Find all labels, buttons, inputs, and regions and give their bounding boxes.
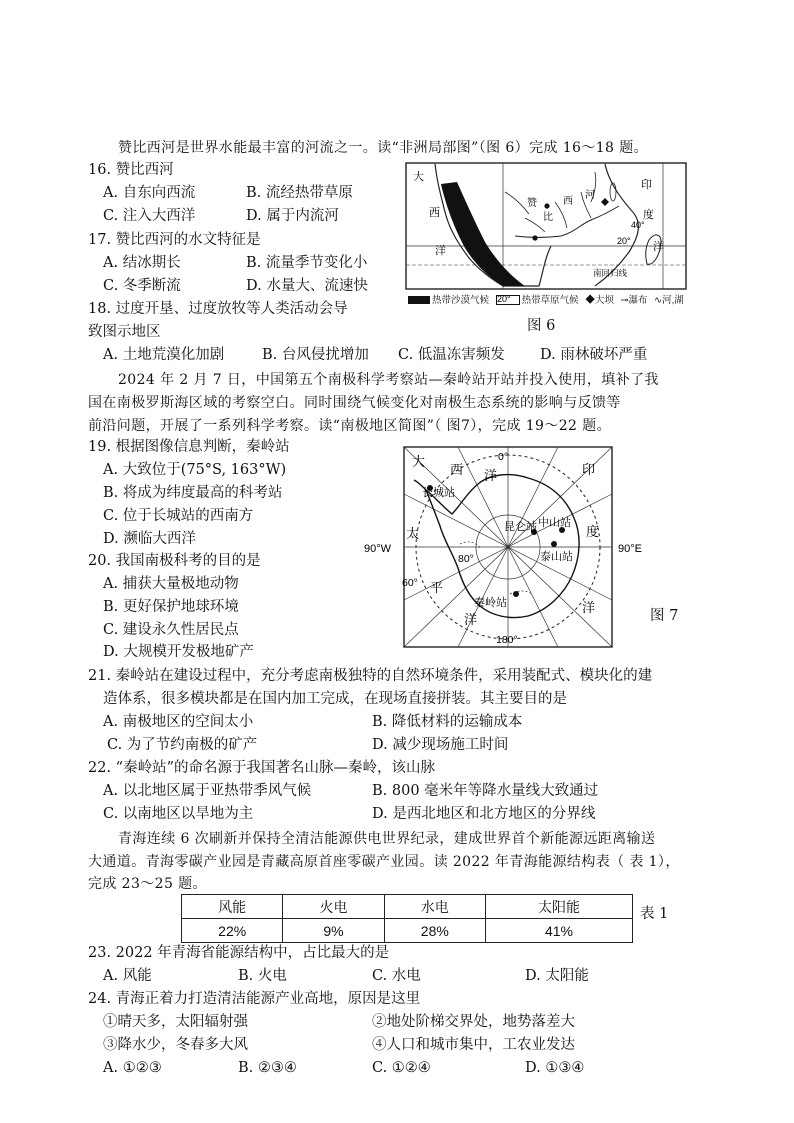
q21-option-c: C. 为了节约南极的矿产 — [107, 737, 258, 753]
table-header-cell: 火电 — [283, 895, 384, 919]
intro-19-22-line1: 2024 年 2 月 7 日，中国第五个南极科学考察站—秦岭站开站并投入使用，填补了我 — [118, 372, 659, 388]
q24-stem: 24. 青海正着力打造清洁能源产业高地，原因是这里 — [88, 991, 421, 1007]
q23-option-c: C. 水电 — [372, 968, 421, 984]
fig6-label-xi: 西 — [429, 206, 440, 219]
q20-option-c: C. 建设永久性居民点 — [103, 622, 239, 638]
figure-7-antarctica-map — [360, 444, 660, 652]
q23-option-a: A. 风能 — [103, 968, 152, 984]
q16-stem: 16. 赞比西河 — [88, 162, 174, 178]
q24-item-3: ③降水少，冬春多大风 — [103, 1037, 248, 1053]
fig7-label-xi: 西 — [450, 463, 464, 478]
q24-item-2: ②地处阶梯交界处，地势落差大 — [372, 1014, 575, 1030]
fig7-label-yang3: 洋 — [464, 613, 478, 628]
fig6-label-yang2: 洋 — [653, 240, 664, 253]
fig6-label-zan: 赞 — [527, 198, 537, 209]
table-cell: 41% — [485, 919, 632, 943]
q23-stem: 23. 2022 年青海省能源结构中，占比最大的是 — [88, 945, 390, 961]
q20-option-d: D. 大规模开发极地矿产 — [103, 644, 254, 660]
q22-option-d: D. 是西北地区和北方地区的分界线 — [372, 806, 596, 822]
q18-option-b: B. 台风侵扰增加 — [262, 347, 369, 363]
q24-option-c: C. ①②④ — [372, 1060, 431, 1076]
q16-option-c: C. 注入大西洋 — [103, 208, 196, 224]
q17-option-d: D. 水量大、流速快 — [246, 278, 368, 294]
table-cell: 9% — [283, 919, 384, 943]
q19-stem: 19. 根据图像信息判断，秦岭站 — [88, 439, 290, 455]
q18-stem-line1: 18. 过度开垦、过度放牧等人类活动会导 — [88, 301, 348, 317]
q22-option-a: A. 以北地区属于亚热带季风气候 — [103, 783, 312, 799]
legend-river-lake: 河,湖 — [662, 295, 684, 306]
fig7-label-yin: 印 — [582, 463, 596, 478]
river-lake-icon: ∿ — [654, 295, 663, 306]
q19-option-b: B. 将成为纬度最高的科考站 — [103, 485, 283, 501]
fig7-label-qinling: 秦岭站 — [474, 596, 507, 609]
table-cell: 22% — [182, 919, 283, 943]
q16-option-a: A. 自东向西流 — [103, 185, 196, 201]
taishan-station-icon — [551, 541, 557, 547]
fig6-label-lon20: 20° — [497, 294, 511, 304]
fig7-label-0deg: 0° — [498, 451, 509, 463]
q24-item-4: ④人口和城市集中，工农业发达 — [372, 1037, 575, 1053]
fig6-label-bi: 比 — [543, 212, 553, 223]
table-header-row — [182, 895, 633, 919]
q17-stem: 17. 赞比西河的水文特征是 — [88, 232, 261, 248]
fig7-label-90w: 90°W — [364, 543, 392, 555]
q22-stem: 22. “秦岭站”的命名源于我国著名山脉—秦岭，该山脉 — [88, 760, 435, 776]
q22-option-c: C. 以南地区以旱地为主 — [103, 806, 254, 822]
intro-19-22-line2: 国在南极罗斯海区域的考察空白。同时围绕气候变化对南极生态系统的影响与反馈等 — [88, 395, 621, 411]
fig6-label-du: 度 — [643, 208, 654, 221]
figure-6-africa-map — [405, 162, 687, 310]
fig7-label-90e: 90°E — [618, 543, 642, 555]
q19-option-d: D. 濒临大西洋 — [103, 531, 196, 547]
q18-stem-line2: 致图示地区 — [88, 324, 161, 340]
waterfall-icon: ⊸ — [620, 295, 629, 306]
table-header-cell: 风能 — [182, 895, 283, 919]
q22-option-b: B. 800 毫米年等降水量线大致通过 — [372, 783, 599, 799]
q18-option-c: C. 低温冻害频发 — [398, 347, 505, 363]
fig6-label-yang: 洋 — [435, 244, 446, 257]
intro-16-18: 赞比西河是世界水能最丰富的河流之一。读“非洲局部图”（图 6）完成 16～18 题。 — [118, 140, 648, 156]
q21-stem-line1: 21. 秦岭站在建设过程中，充分考虑南极独特的自然环境条件，采用装配式、模块化的建 — [88, 668, 653, 684]
q23-option-d: D. 太阳能 — [525, 968, 589, 984]
q21-stem-line2: 造体系，很多模块都是在国内加工完成，在现场直接拼装。其主要目的是 — [103, 691, 567, 707]
q21-option-b: B. 降低材料的运输成本 — [372, 714, 523, 730]
table-header-cell: 水电 — [384, 895, 485, 919]
legend-dam: 大坝 — [594, 295, 614, 306]
q24-item-1: ①晴天多，太阳辐射强 — [103, 1014, 248, 1030]
figure-6-caption: 图 6 — [527, 318, 556, 334]
q23-option-b: B. 火电 — [238, 968, 287, 984]
fig6-label-lon40: 40° — [631, 220, 645, 230]
intro-23-25-line3: 完成 23～25 题。 — [88, 876, 207, 892]
fig7-label-tai: 太 — [406, 527, 420, 542]
q24-option-d: D. ①③④ — [525, 1060, 585, 1076]
q19-option-a: A. 大致位于(75°S, 163°W) — [103, 462, 287, 478]
fig6-label-da: 大 — [413, 170, 424, 183]
q20-stem: 20. 我国南极科考的目的是 — [88, 553, 261, 569]
fig6-label-yin: 印 — [641, 178, 652, 191]
fig6-label-lat20: 20° — [617, 236, 631, 246]
table-1-energy-structure — [181, 894, 633, 943]
q18-option-a: A. 土地荒漠化加剧 — [103, 347, 225, 363]
q20-option-a: A. 捕获大量极地动物 — [103, 576, 239, 592]
q20-option-b: B. 更好保护地球环境 — [103, 599, 239, 615]
qinling-station-icon — [513, 591, 519, 597]
fig6-label-xi2: 西 — [563, 196, 573, 207]
fig6-label-tropic: 南回归线 — [593, 269, 628, 279]
q17-option-c: C. 冬季断流 — [103, 278, 181, 294]
dam-icon: ◆ — [585, 295, 595, 306]
fig7-label-zhongshan: 中山站 — [538, 516, 571, 529]
intro-23-25-line1: 青海连续 6 次刷新并保持全清洁能源供电世界纪录，建成世界首个新能源远距离输送 — [118, 831, 656, 847]
fig7-label-180deg: 180° — [496, 634, 518, 646]
q19-option-c: C. 位于长城站的西南方 — [103, 508, 254, 524]
q21-option-d: D. 减少现场施工时间 — [372, 737, 509, 753]
fig6-label-he: 河 — [585, 190, 595, 201]
intro-19-22-line3: 前沿问题，开展了一系列科学考察。读“南极地区简图”（ 图7），完成 19～22 题。 — [88, 418, 611, 434]
desert-swatch-icon — [408, 296, 430, 304]
fig6-legend — [408, 292, 684, 306]
q17-option-b: B. 流量季节变化小 — [246, 255, 368, 271]
table-row — [182, 919, 633, 943]
fig7-label-80deg: 80° — [458, 553, 474, 565]
fig7-label-changcheng: 长城站 — [422, 486, 455, 499]
table-1-caption: 表 1 — [640, 906, 669, 922]
q24-option-a: A. ①②③ — [103, 1060, 162, 1076]
fig7-label-60deg: 60° — [402, 577, 418, 589]
savanna-swatch-icon — [496, 295, 520, 305]
fig7-label-yang2: 洋 — [582, 601, 596, 616]
q16-option-d: D. 属于内流河 — [246, 208, 339, 224]
fig7-label-da: 大 — [412, 455, 426, 470]
fig7-label-yang: 洋 — [484, 469, 498, 484]
table-header-cell: 太阳能 — [485, 895, 632, 919]
q18-option-d: D. 雨林破坏严重 — [540, 347, 648, 363]
q16-option-b: B. 流经热带草原 — [246, 185, 353, 201]
q24-option-b: B. ②③④ — [238, 1060, 297, 1076]
legend-savanna: 热带草原气候 — [521, 295, 579, 306]
q21-option-a: A. 南极地区的空间太小 — [103, 714, 254, 730]
fig7-label-du: 度 — [586, 525, 600, 540]
fig7-label-taishan: 泰山站 — [540, 550, 573, 563]
legend-desert: 热带沙漠气候 — [432, 295, 490, 306]
fig7-label-kunlun: 昆仑站 — [504, 520, 537, 533]
table-cell: 28% — [384, 919, 485, 943]
figure-7-caption: 图 7 — [650, 608, 679, 624]
q17-option-a: A. 结冰期长 — [103, 255, 181, 271]
legend-waterfall: 瀑布 — [628, 295, 648, 306]
fig7-label-ping: 平 — [430, 581, 444, 596]
intro-23-25-line2: 大通道。青海零碳产业园是青藏高原首座零碳产业园。读 2022 年青海能源结构表（ 表 1）， — [88, 854, 680, 870]
